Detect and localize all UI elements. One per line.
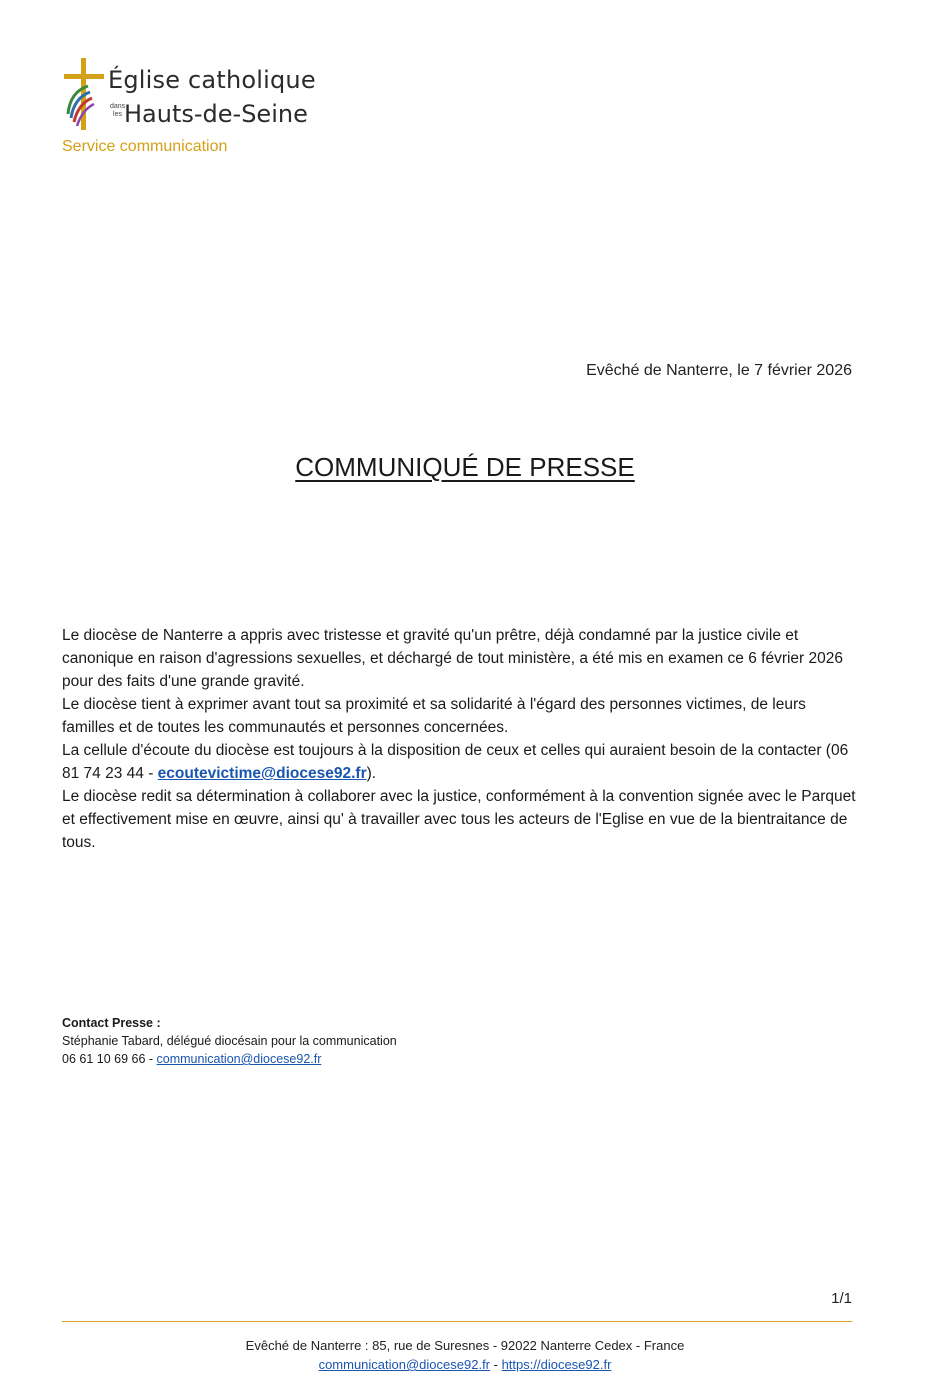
press-release-body [62, 624, 862, 854]
press-contact [62, 1014, 397, 1068]
footer-separator: - [490, 1357, 502, 1372]
dateline: Evêché de Nanterre, le 7 février 2026 [586, 362, 852, 379]
paragraph-4: Le diocèse redit sa détermination à collaborer avec la justice, conformément à la convention signée avec le Parquet et effectivement mise en œuvre, ainsi qu' à travailler avec tous les acteurs de l'Eglise en vue de la bientraitance de tous. [62, 788, 856, 851]
footer-website-link[interactable]: https://diocese92.fr [501, 1357, 612, 1372]
contact-line [62, 1050, 397, 1068]
contact-name: Stéphanie Tabard, délégué diocésain pour la communication [62, 1034, 397, 1048]
logo-small-top: dans [110, 103, 126, 110]
paragraph-1: Le diocèse de Nanterre a appris avec tristesse et gravité qu'un prêtre, déjà condamné par la justice civile et canonique en raison d'agressions sexuelles, et déchargé de tout ministère, a été mis en examen ce 6 février 2026 pour des faits d'une grande gravité. [62, 627, 844, 690]
contact-email-link[interactable]: communication@diocese92.fr [156, 1052, 322, 1066]
contact-label: Contact Presse : [62, 1016, 161, 1030]
paragraph-3-text: La cellule d'écoute du diocèse est toujours à la disposition de ceux et celles qui auraient besoin de la contacter (06 81 74 23 44 - [62, 742, 849, 782]
footer-address: Evêché de Nanterre : 85, rue de Suresnes - 92022 Nanterre Cedex - France [245, 1338, 685, 1353]
paragraph-3 [62, 739, 862, 785]
document-title: COMMUNIQUÉ DE PRESSE [295, 452, 635, 482]
logo-title: Église catholique [108, 66, 316, 94]
logo-small-bottom: les [113, 111, 122, 118]
diocese-logo [58, 54, 338, 138]
footer-links [0, 1355, 930, 1374]
page-footer [0, 1336, 930, 1374]
page-number: 1/1 [831, 1290, 852, 1307]
logo-small-text [110, 103, 126, 119]
cross-logo-icon [62, 56, 106, 132]
paragraph-2: Le diocèse tient à exprimer avant tout sa proximité et sa solidarité à l'égard des personnes victimes, de leurs familles et de toutes les communautés et personnes concernées. [62, 696, 806, 736]
logo-place: Hauts-de-Seine [124, 100, 308, 128]
contact-phone: 06 61 10 69 66 - [62, 1052, 157, 1066]
victim-listening-email-link[interactable]: ecoutevictime@diocese92.fr [157, 765, 367, 782]
paragraph-3-end: ). [366, 765, 377, 782]
logo-subtitle [110, 100, 308, 128]
footer-email-link[interactable]: communication@diocese92.fr [318, 1357, 491, 1372]
footer-divider [62, 1321, 852, 1322]
service-label: Service communication [62, 138, 228, 155]
